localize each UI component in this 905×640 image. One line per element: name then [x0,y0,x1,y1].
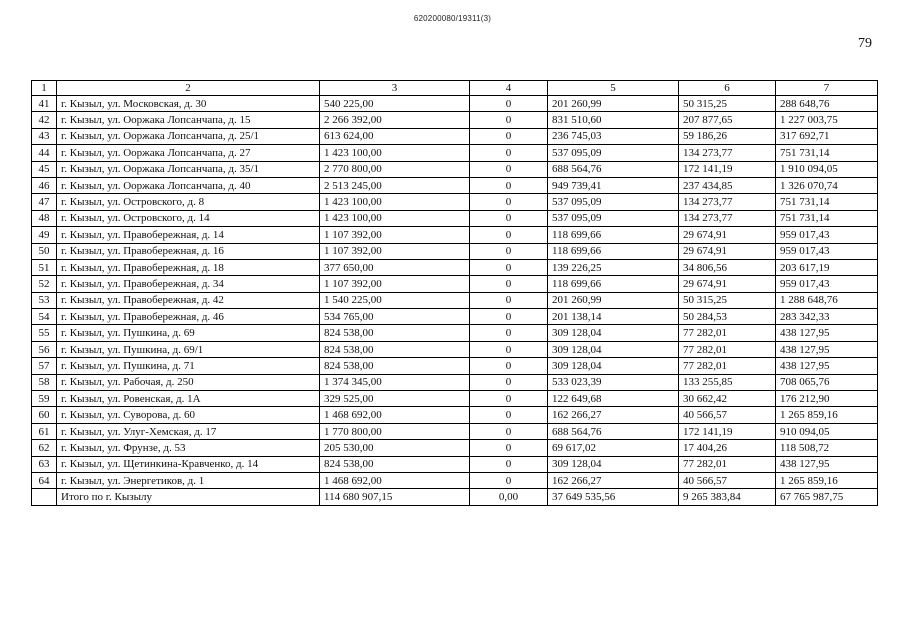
value-cell: 236 745,03 [548,128,679,144]
table-row [32,341,878,357]
row-index-cell: 59 [32,391,57,407]
value-cell: 201 138,14 [548,309,679,325]
row-index-cell: 54 [32,309,57,325]
value-cell: 534 765,00 [320,309,470,325]
value-cell: 205 530,00 [320,440,470,456]
value-cell: 0 [470,456,548,472]
row-index-cell: 51 [32,259,57,275]
value-cell: 959 017,43 [776,276,878,292]
address-cell: г. Кызыл, ул. Правобережная, д. 46 [57,309,320,325]
row-index-cell: 56 [32,341,57,357]
column-header: 3 [320,81,470,96]
value-cell: 1 326 070,74 [776,177,878,193]
value-cell: 29 674,91 [679,243,776,259]
row-index-cell: 53 [32,292,57,308]
table-row [32,227,878,243]
value-cell: 77 282,01 [679,341,776,357]
value-cell: 77 282,01 [679,456,776,472]
value-cell: 0 [470,391,548,407]
address-cell: г. Кызыл, ул. Щетинкина-Кравченко, д. 14 [57,456,320,472]
address-cell: г. Кызыл, ул. Ооржака Лопсанчапа, д. 25/1 [57,128,320,144]
value-cell: 824 538,00 [320,358,470,374]
table-row [32,292,878,308]
total-cell: 9 265 383,84 [679,489,776,505]
value-cell: 203 617,19 [776,259,878,275]
value-cell: 438 127,95 [776,341,878,357]
address-cell: г. Кызыл, ул. Суворова, д. 60 [57,407,320,423]
value-cell: 1 423 100,00 [320,210,470,226]
value-cell: 1 468 692,00 [320,472,470,488]
value-cell: 438 127,95 [776,325,878,341]
value-cell: 317 692,71 [776,128,878,144]
value-cell: 201 260,99 [548,292,679,308]
row-index-cell: 52 [32,276,57,292]
table-row [32,145,878,161]
total-cell: 114 680 907,15 [320,489,470,505]
value-cell: 0 [470,440,548,456]
table-row [32,407,878,423]
value-cell: 0 [470,325,548,341]
address-cell: г. Кызыл, ул. Правобережная, д. 42 [57,292,320,308]
value-cell: 134 273,77 [679,194,776,210]
address-cell: г. Кызыл, ул. Правобережная, д. 16 [57,243,320,259]
table-row [32,440,878,456]
value-cell: 77 282,01 [679,325,776,341]
address-cell: г. Кызыл, ул. Фрунзе, д. 53 [57,440,320,456]
value-cell: 1 107 392,00 [320,243,470,259]
value-cell: 139 226,25 [548,259,679,275]
value-cell: 1 540 225,00 [320,292,470,308]
value-cell: 172 141,19 [679,423,776,439]
table-row [32,194,878,210]
value-cell: 0 [470,309,548,325]
value-cell: 0 [470,259,548,275]
value-cell: 949 739,41 [548,177,679,193]
address-cell: г. Кызыл, ул. Пушкина, д. 69 [57,325,320,341]
value-cell: 309 128,04 [548,456,679,472]
table-row [32,374,878,390]
value-cell: 0 [470,96,548,112]
page-number: 79 [858,36,872,51]
value-cell: 172 141,19 [679,161,776,177]
value-cell: 0 [470,374,548,390]
value-cell: 0 [470,423,548,439]
table-row [32,472,878,488]
value-cell: 910 094,05 [776,423,878,439]
row-index-cell: 57 [32,358,57,374]
value-cell: 0 [470,210,548,226]
row-index-cell: 58 [32,374,57,390]
address-cell: г. Кызыл, ул. Ооржака Лопсанчапа, д. 35/1 [57,161,320,177]
value-cell: 959 017,43 [776,243,878,259]
value-cell: 0 [470,341,548,357]
table-row [32,259,878,275]
value-cell: 537 095,09 [548,210,679,226]
address-cell: г. Кызыл, ул. Пушкина, д. 71 [57,358,320,374]
row-index-cell: 47 [32,194,57,210]
table-row [32,358,878,374]
value-cell: 377 650,00 [320,259,470,275]
value-cell: 438 127,95 [776,456,878,472]
total-cell: 0,00 [470,489,548,505]
value-cell: 438 127,95 [776,358,878,374]
table-row [32,161,878,177]
total-cell: 67 765 987,75 [776,489,878,505]
value-cell: 824 538,00 [320,341,470,357]
value-cell: 29 674,91 [679,227,776,243]
value-cell: 751 731,14 [776,145,878,161]
value-cell: 959 017,43 [776,227,878,243]
value-cell: 133 255,85 [679,374,776,390]
value-cell: 118 699,66 [548,276,679,292]
row-index-cell: 42 [32,112,57,128]
row-index-cell: 55 [32,325,57,341]
value-cell: 201 260,99 [548,96,679,112]
address-cell: г. Кызыл, ул. Улуг-Хемская, д. 17 [57,423,320,439]
table-row [32,112,878,128]
value-cell: 540 225,00 [320,96,470,112]
value-cell: 1 468 692,00 [320,407,470,423]
column-header: 5 [548,81,679,96]
row-index-cell: 64 [32,472,57,488]
value-cell: 0 [470,243,548,259]
value-cell: 309 128,04 [548,341,679,357]
address-cell: г. Кызыл, ул. Ооржака Лопсанчапа, д. 15 [57,112,320,128]
value-cell: 40 566,57 [679,472,776,488]
column-header: 1 [32,81,57,96]
value-cell: 0 [470,227,548,243]
value-cell: 237 434,85 [679,177,776,193]
value-cell: 1 770 800,00 [320,423,470,439]
row-index-cell: 61 [32,423,57,439]
value-cell: 2 770 800,00 [320,161,470,177]
total-index-cell [32,489,57,505]
value-cell: 134 273,77 [679,210,776,226]
value-cell: 824 538,00 [320,325,470,341]
value-cell: 708 065,76 [776,374,878,390]
value-cell: 0 [470,194,548,210]
address-cell: г. Кызыл, ул. Островского, д. 14 [57,210,320,226]
value-cell: 2 266 392,00 [320,112,470,128]
value-cell: 0 [470,161,548,177]
total-label: Итого по г. Кызылу [57,489,320,505]
row-index-cell: 44 [32,145,57,161]
value-cell: 751 731,14 [776,210,878,226]
address-cell: г. Кызыл, ул. Правобережная, д. 34 [57,276,320,292]
value-cell: 0 [470,128,548,144]
value-cell: 134 273,77 [679,145,776,161]
value-cell: 17 404,26 [679,440,776,456]
row-index-cell: 45 [32,161,57,177]
value-cell: 0 [470,276,548,292]
address-cell: г. Кызыл, ул. Ровенская, д. 1А [57,391,320,407]
value-cell: 0 [470,177,548,193]
row-index-cell: 43 [32,128,57,144]
value-cell: 162 266,27 [548,407,679,423]
table-row [32,423,878,439]
address-cell: г. Кызыл, ул. Энергетиков, д. 1 [57,472,320,488]
document-code: 620200080/19311(3) [413,14,492,23]
value-cell: 122 649,68 [548,391,679,407]
address-cell: г. Кызыл, ул. Рабочая, д. 250 [57,374,320,390]
value-cell: 59 186,26 [679,128,776,144]
value-cell: 29 674,91 [679,276,776,292]
value-cell: 1 265 859,16 [776,472,878,488]
value-cell: 162 266,27 [548,472,679,488]
value-cell: 34 806,56 [679,259,776,275]
value-cell: 118 699,66 [548,243,679,259]
table-row [32,243,878,259]
row-index-cell: 60 [32,407,57,423]
value-cell: 688 564,76 [548,423,679,439]
address-cell: г. Кызыл, ул. Правобережная, д. 18 [57,259,320,275]
table-row [32,391,878,407]
table-row [32,177,878,193]
column-header: 2 [57,81,320,96]
address-cell: г. Кызыл, ул. Ооржака Лопсанчапа, д. 40 [57,177,320,193]
table-row [32,325,878,341]
row-index-cell: 62 [32,440,57,456]
total-row [32,489,878,505]
value-cell: 207 877,65 [679,112,776,128]
row-index-cell: 48 [32,210,57,226]
value-cell: 824 538,00 [320,456,470,472]
value-cell: 831 510,60 [548,112,679,128]
table-row [32,96,878,112]
row-index-cell: 50 [32,243,57,259]
value-cell: 1 265 859,16 [776,407,878,423]
total-cell: 37 649 535,56 [548,489,679,505]
value-cell: 0 [470,292,548,308]
column-header: 4 [470,81,548,96]
value-cell: 1 374 345,00 [320,374,470,390]
value-cell: 118 699,66 [548,227,679,243]
address-cell: г. Кызыл, ул. Пушкина, д. 69/1 [57,341,320,357]
row-index-cell: 49 [32,227,57,243]
value-cell: 118 508,72 [776,440,878,456]
value-cell: 613 624,00 [320,128,470,144]
value-cell: 0 [470,145,548,161]
value-cell: 309 128,04 [548,358,679,374]
column-header: 6 [679,81,776,96]
address-cell: г. Кызыл, ул. Правобережная, д. 14 [57,227,320,243]
row-index-cell: 41 [32,96,57,112]
value-cell: 0 [470,472,548,488]
address-cell: г. Кызыл, ул. Московская, д. 30 [57,96,320,112]
value-cell: 537 095,09 [548,194,679,210]
value-cell: 533 023,39 [548,374,679,390]
value-cell: 1 423 100,00 [320,145,470,161]
address-cell: г. Кызыл, ул. Ооржака Лопсанчапа, д. 27 [57,145,320,161]
value-cell: 2 513 245,00 [320,177,470,193]
table-row [32,309,878,325]
value-cell: 1 288 648,76 [776,292,878,308]
value-cell: 50 315,25 [679,96,776,112]
value-cell: 751 731,14 [776,194,878,210]
value-cell: 1 423 100,00 [320,194,470,210]
value-cell: 283 342,33 [776,309,878,325]
value-cell: 0 [470,358,548,374]
value-cell: 176 212,90 [776,391,878,407]
table-row [32,456,878,472]
table-row [32,210,878,226]
value-cell: 69 617,02 [548,440,679,456]
value-cell: 309 128,04 [548,325,679,341]
value-cell: 1 910 094,05 [776,161,878,177]
value-cell: 30 662,42 [679,391,776,407]
value-cell: 50 284,53 [679,309,776,325]
value-cell: 1 227 003,75 [776,112,878,128]
value-cell: 688 564,76 [548,161,679,177]
row-index-cell: 46 [32,177,57,193]
column-number-header [32,81,878,96]
address-cell: г. Кызыл, ул. Островского, д. 8 [57,194,320,210]
data-table [31,80,878,506]
value-cell: 1 107 392,00 [320,227,470,243]
value-cell: 0 [470,407,548,423]
row-index-cell: 63 [32,456,57,472]
value-cell: 1 107 392,00 [320,276,470,292]
value-cell: 537 095,09 [548,145,679,161]
column-header: 7 [776,81,878,96]
table-row [32,276,878,292]
table-row [32,128,878,144]
value-cell: 0 [470,112,548,128]
value-cell: 288 648,76 [776,96,878,112]
value-cell: 50 315,25 [679,292,776,308]
value-cell: 329 525,00 [320,391,470,407]
value-cell: 77 282,01 [679,358,776,374]
value-cell: 40 566,57 [679,407,776,423]
